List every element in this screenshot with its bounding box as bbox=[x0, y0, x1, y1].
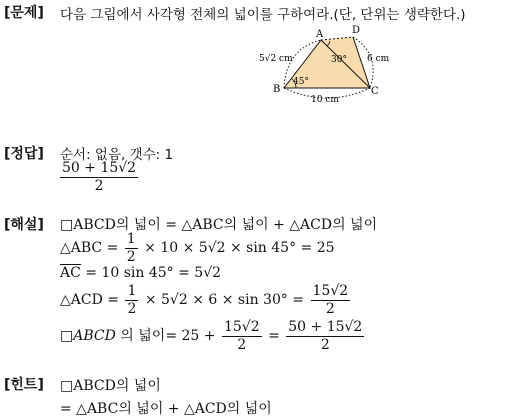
solution-line3 bbox=[60, 265, 221, 281]
hint-line2: = △ABC의 넓이 + △ACD의 넓이 bbox=[60, 401, 272, 417]
line4-frac-den: 2 bbox=[127, 300, 137, 317]
line4-frac-num: 1 bbox=[127, 283, 137, 299]
line5-abcd: ABCD bbox=[73, 328, 116, 345]
side-ab-label: 5√2 cm bbox=[259, 54, 293, 64]
line5-square: □ bbox=[60, 328, 74, 345]
hint-label: [힌트] bbox=[4, 377, 44, 393]
hint-line1: □ABCD의 넓이 bbox=[60, 378, 161, 394]
line5-f2-den: 2 bbox=[320, 336, 330, 353]
angle-b-label: 45° bbox=[293, 77, 309, 87]
vertex-a: A bbox=[316, 29, 324, 40]
side-cd-label: 6 cm bbox=[367, 54, 390, 64]
problem-label: [문제] bbox=[4, 5, 44, 21]
vertex-d: D bbox=[352, 25, 361, 36]
segment-ac: AC bbox=[60, 265, 81, 281]
line5-f1-den: 2 bbox=[237, 336, 247, 353]
line3-rhs: = 10 sin 45° = 5√2 bbox=[85, 265, 222, 281]
line4-mid: × 5√2 × 6 × sin 30° = bbox=[144, 292, 305, 309]
answer-label: [정답] bbox=[4, 146, 44, 162]
line5-text: 의 넓이= 25 + bbox=[120, 328, 216, 345]
line4-lhs: △ACD = bbox=[60, 292, 119, 309]
solution-line4 bbox=[60, 284, 352, 316]
answer-denominator: 2 bbox=[94, 177, 104, 194]
solution-line5 bbox=[60, 320, 366, 352]
answer-fraction bbox=[58, 161, 140, 193]
line2-rhs: × 10 × 5√2 × sin 45° = 25 bbox=[144, 240, 335, 257]
answer-numerator: 50 + 15√2 bbox=[62, 160, 137, 176]
line2-lhs: △ABC = bbox=[60, 240, 119, 257]
side-bc-label: 10 cm bbox=[311, 95, 339, 105]
line5-f1-num: 15√2 bbox=[223, 319, 260, 335]
line5-eq: = bbox=[268, 328, 280, 345]
line5-f2-num: 50 + 15√2 bbox=[288, 319, 363, 335]
answer-line: 순서: 없음, 갯수: 1 bbox=[60, 147, 174, 163]
angle-a-label: 30° bbox=[331, 55, 347, 65]
line4-res-den: 2 bbox=[325, 300, 335, 317]
line4-res-num: 15√2 bbox=[312, 283, 349, 299]
vertex-b: B bbox=[273, 84, 281, 95]
solution-line1: □ABCD의 넓이 = △ABC의 넓이 + △ACD의 넓이 bbox=[60, 217, 378, 233]
line2-frac-num: 1 bbox=[126, 231, 136, 247]
solution-line2 bbox=[60, 232, 335, 264]
problem-text: 다음 그림에서 사각형 전체의 넓이를 구하여라.(단, 단위는 생략한다.) bbox=[60, 7, 466, 23]
vertex-c: C bbox=[371, 86, 379, 97]
solution-label: [해설] bbox=[4, 217, 44, 233]
line2-frac-den: 2 bbox=[126, 248, 136, 265]
